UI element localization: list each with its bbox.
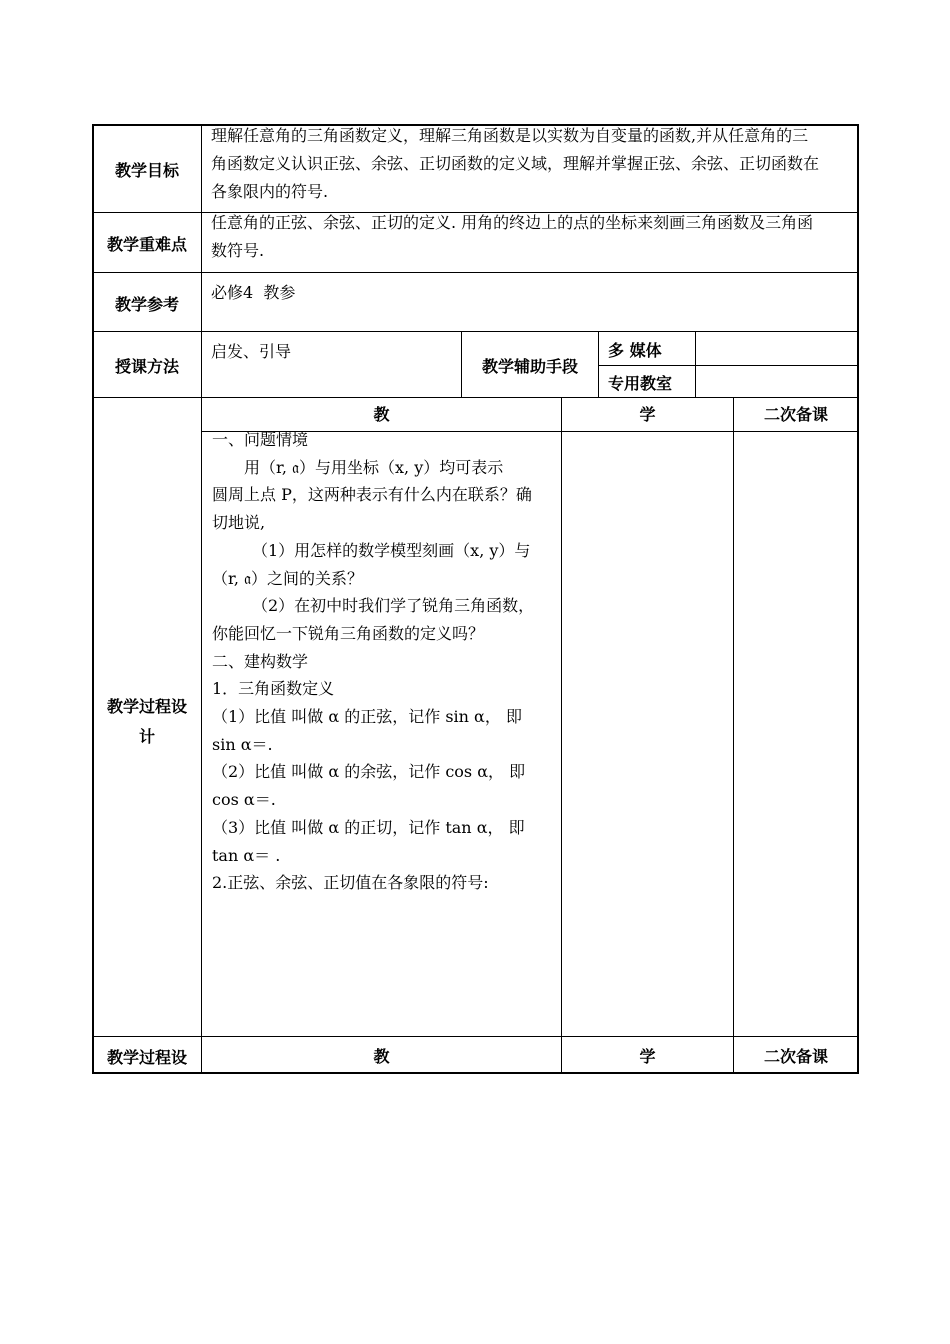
process-line: 一、问题情境 bbox=[212, 430, 309, 449]
goal-line: 各象限内的符号. bbox=[211, 182, 329, 201]
col-divider bbox=[561, 397, 562, 1073]
media-label: 多 媒体 bbox=[608, 341, 662, 360]
key-line: 任意角的正弦、余弦、正切的定义. 用角的终边上的点的坐标来刻画三角函数及三角函 bbox=[211, 213, 814, 232]
process-line: 你能回忆一下锐角三角函数的定义吗？ bbox=[212, 623, 485, 643]
ref-text: 必修4 教参 bbox=[211, 283, 296, 302]
row-divider bbox=[93, 331, 858, 332]
method-text: 启发、引导 bbox=[211, 342, 292, 361]
footer-col-teach: 教 bbox=[373, 1047, 390, 1066]
process-line: （1）用怎样的数学模型刻画（x, y）与 bbox=[252, 540, 531, 560]
col-divider bbox=[201, 125, 202, 1073]
key-text bbox=[211, 209, 851, 265]
process-line: 切地说, bbox=[212, 513, 266, 533]
process-line: （2）比值 叫做 α 的余弦，记作 cos α， 即 bbox=[212, 762, 526, 782]
footer-col-prep: 二次备课 bbox=[763, 1047, 828, 1066]
process-line: 用（r, 𝔞）与用坐标（x, y）均可表示 bbox=[244, 457, 504, 477]
process-line: 1．三角函数定义 bbox=[212, 679, 335, 699]
col-teach-header: 教 bbox=[373, 405, 390, 424]
footer-col-learn: 学 bbox=[639, 1047, 656, 1066]
process-line: （1）比值 叫做 α 的正弦，记作 sin α， 即 bbox=[212, 707, 522, 727]
row-divider bbox=[93, 397, 858, 398]
room-label: 专用教室 bbox=[608, 374, 673, 393]
ref-label: 教学参考 bbox=[114, 295, 179, 314]
row-divider bbox=[93, 1036, 858, 1037]
process-line: 2.正弦、余弦、正切值在各象限的符号: bbox=[212, 873, 489, 893]
process-line: 圆周上点 P，这两种表示有什么内在联系？确 bbox=[212, 485, 532, 505]
process-line: （r, 𝔞）之间的关系？ bbox=[212, 568, 364, 588]
row-divider bbox=[93, 272, 858, 273]
method-label: 授课方法 bbox=[114, 357, 179, 376]
col-divider bbox=[733, 397, 734, 1073]
process-line: cos α＝. bbox=[212, 790, 276, 810]
process-line: tan α＝ . bbox=[212, 845, 281, 865]
process-line: （3）比值 叫做 α 的正切，记作 tan α， 即 bbox=[212, 817, 525, 837]
goal-line: 角函数定义认识正弦、余弦、正切函数的定义域，理解并掌握正弦、余弦、正切函数在 bbox=[211, 154, 820, 173]
row-divider bbox=[598, 365, 858, 366]
goal-label: 教学目标 bbox=[114, 161, 179, 180]
col-learn-header: 学 bbox=[639, 405, 656, 424]
process-line: 二、建构数学 bbox=[212, 651, 309, 671]
process-line: sin α＝. bbox=[212, 734, 273, 754]
process-content bbox=[212, 426, 557, 897]
col-prep-header: 二次备课 bbox=[763, 405, 828, 424]
process-line: （2）在初中时我们学了锐角三角函数， bbox=[252, 596, 535, 616]
process-label-line: 教学过程设 bbox=[106, 697, 187, 716]
process-label-line: 计 bbox=[138, 727, 155, 746]
goal-line: 理解任意角的三角函数定义，理解三角函数是以实数为自变量的函数,并从任意角的三 bbox=[211, 126, 809, 145]
key-label: 教学重难点 bbox=[106, 235, 187, 254]
process-label bbox=[93, 692, 201, 752]
key-line: 数符号. bbox=[211, 241, 265, 260]
aid-label: 教学辅助手段 bbox=[481, 357, 578, 376]
footer-process-label: 教学过程设 bbox=[106, 1048, 187, 1067]
goal-text bbox=[211, 122, 851, 206]
